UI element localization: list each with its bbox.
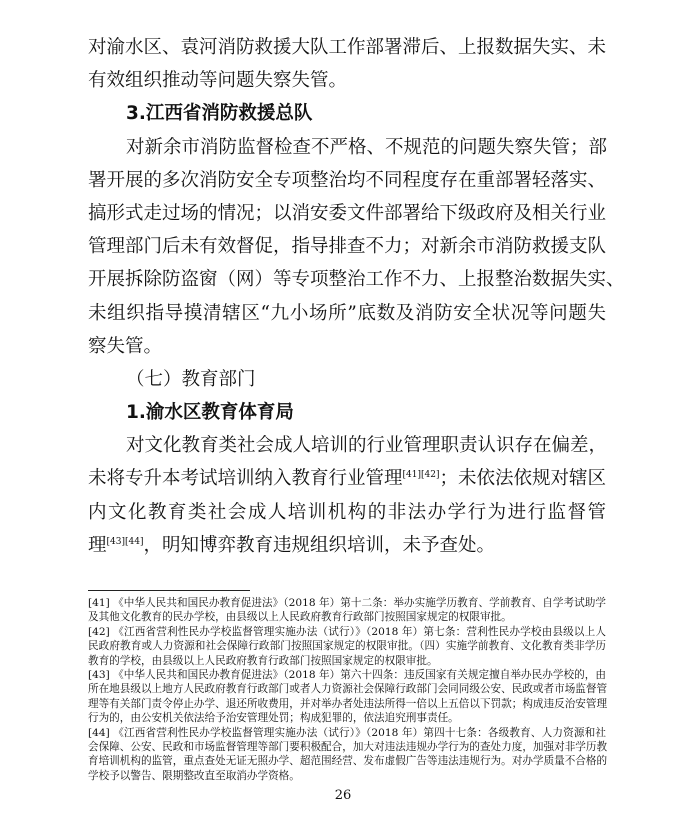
footnote-line bbox=[88, 711, 606, 725]
line-text: 有效组织推动等问题失察失管。 bbox=[88, 70, 348, 92]
line-text: （七）教育部门 bbox=[126, 368, 256, 390]
line-text: [42] 《江西省营利性民办学校监督管理实施办法（试行）》（2018 年）第七条：营利性民办学校由县级以上人 bbox=[88, 625, 606, 638]
footnote-line bbox=[88, 654, 606, 668]
line-text: 署开展的多次消防安全专项整治均不同程度存在重部署轻落实、 bbox=[88, 169, 607, 191]
body-line bbox=[88, 496, 606, 529]
body-line bbox=[88, 230, 606, 263]
body-line bbox=[88, 462, 606, 495]
footnote-line bbox=[88, 769, 606, 783]
line-text: 学校予以警告、限期整改直至取消办学资格。 bbox=[88, 769, 300, 782]
line-text: 所在地县级以上地方人民政府教育行政部门或者人力资源社会保障行政部门会同同级公安、民政或者市场监督管 bbox=[88, 683, 608, 696]
line-text: 内文化教育类社会成人培训机构的非法办学行为进行监督管 bbox=[88, 501, 606, 523]
line-text: 搞形式走过场的情况；以消安委文件部署给下级政府及相关行业 bbox=[88, 202, 607, 224]
line-text: 对新余市消防监督检查不严格、不规范的问题失察失管；部 bbox=[126, 136, 608, 158]
line-text: ；未依法依规对辖区 bbox=[439, 468, 606, 490]
body-line bbox=[88, 363, 606, 396]
line-text: 理等有关部门责令停止办学、退还所收费用，并对举办者处违法所得一倍以上五倍以下罚款；构成违反治安管理 bbox=[88, 697, 608, 710]
line-text: 民政府教育或人力资源和社会保障行政部门按照国家规定的权限审批。（四）实施学前教育、文化教育类非学历 bbox=[88, 640, 606, 653]
line-text: 未将专升本考试培训纳入教育行业管理 bbox=[88, 468, 403, 490]
page-number: 26 bbox=[334, 788, 352, 803]
line-text: 育培训机构的监管，重点查处无证无照办学、超范围经营、发布虚假广告等违法违规行为。对办学质量不合格的 bbox=[88, 755, 608, 768]
body-line bbox=[88, 164, 606, 197]
line-text: [41] 《中华人民共和国民办教育促进法》（2018 年）第十二条：举办实施学历教育、学前教育、自学考试助学 bbox=[88, 597, 606, 609]
line-text: 对渝水区、袁河消防救援大队工作部署滞后、上报数据失实、未 bbox=[88, 37, 607, 58]
line-text: 管理部门后未有效督促，指导排查不力；对新余市消防救援支队 bbox=[88, 236, 607, 258]
footnote-line bbox=[88, 754, 606, 768]
body-line bbox=[88, 263, 625, 296]
body-line bbox=[88, 429, 606, 462]
line-text: 对文化教育类社会成人培训的行业管理职责认识存在偏差， bbox=[126, 435, 608, 457]
footnote-line bbox=[88, 596, 606, 610]
body-line bbox=[88, 97, 606, 130]
line-text: 1.渝水区教育体育局 bbox=[126, 402, 294, 424]
line-text: 未组织指导摸清辖区“九小场所”底数及消防安全状况等问题失 bbox=[88, 302, 606, 324]
line-text: 行为的，由公安机关依法给予治安管理处罚；构成犯罪的，依法追究刑事责任。 bbox=[88, 712, 459, 725]
body-line bbox=[88, 131, 606, 164]
footnote-reference[interactable]: [43][44] bbox=[106, 536, 144, 547]
body-line bbox=[88, 529, 606, 562]
footnote-line bbox=[88, 682, 606, 696]
body-line bbox=[88, 197, 606, 230]
footnote-divider bbox=[88, 590, 250, 591]
line-text: 理 bbox=[88, 534, 107, 556]
body-line bbox=[88, 31, 606, 64]
body-line bbox=[88, 330, 606, 363]
footnote-line bbox=[88, 740, 606, 754]
line-text: 及其他文化教育的民办学校，由县级以上人民政府教育行政部门按照国家规定的权限审批。 bbox=[88, 611, 512, 624]
line-text: ，明知博弈教育违规组织培训，未予查处。 bbox=[143, 534, 495, 556]
footnote-line bbox=[88, 610, 606, 624]
line-text: 会保障、公安、民政和市场监督管理等部门要积极配合，加大对违法违规办学行为的查处力度，加强对非学历教 bbox=[88, 740, 608, 753]
body-line bbox=[88, 297, 606, 330]
footnote-line bbox=[88, 668, 606, 682]
footnote-reference[interactable]: [41][42] bbox=[402, 470, 440, 481]
line-text: 开展拆除防盗窗（网）等专项整治工作不力、上报整治数据失实、 bbox=[88, 269, 625, 291]
footnote-line bbox=[88, 639, 606, 653]
body-line bbox=[88, 64, 606, 97]
line-text: 教育的学校，由县级以上人民政府教育行政部门按照国家规定的权限审批。 bbox=[88, 654, 438, 667]
line-text: [44] 《江西省营利性民办学校监督管理实施办法（试行）》（2018 年）第四十七条：各级教育、人力资源和社 bbox=[88, 726, 606, 739]
body-text bbox=[88, 31, 625, 562]
line-text: 3.江西省消防救援总队 bbox=[126, 103, 313, 125]
footnote-line bbox=[88, 726, 606, 740]
footnote-line bbox=[88, 625, 606, 639]
footnote-line bbox=[88, 697, 606, 711]
footnotes bbox=[88, 596, 606, 783]
line-text: 察失管。 bbox=[88, 335, 163, 357]
body-line bbox=[88, 396, 606, 429]
line-text: [43] 《中华人民共和国民办教育促进法》（2018 年）第六十四条：违反国家有关规定擅自举办民办学校的，由 bbox=[88, 668, 606, 681]
